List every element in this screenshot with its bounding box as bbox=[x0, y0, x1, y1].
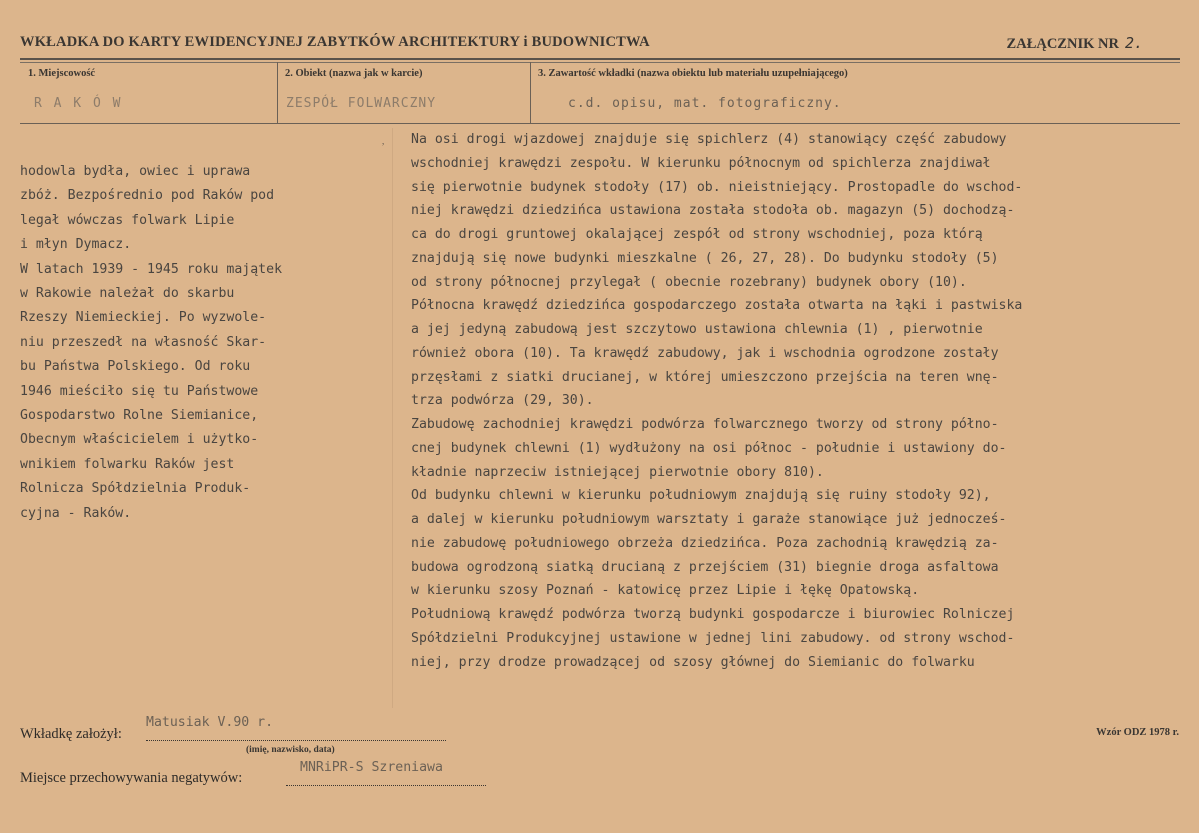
annex-number-value: 2. bbox=[1124, 34, 1143, 52]
text-line: bu Państwa Polskiego. Od roku bbox=[20, 359, 251, 375]
text-line: Obecnym właścicielem i użytko- bbox=[20, 432, 259, 448]
author-caption: (imię, nazwisko, data) bbox=[246, 745, 335, 755]
header-rule bbox=[20, 58, 1180, 60]
text-line: nie zabudowę południowego obrzeża dziedzińca. Poza zachodnią krawędzią za- bbox=[411, 535, 999, 551]
text-line: kładnie naprzeciw istniejącej pierwotnie obory 810). bbox=[411, 464, 824, 480]
storage-value: MNRiPR-S Szreniawa bbox=[300, 760, 443, 775]
field-value-content: c.d. opisu, mat. fotograficzny. bbox=[568, 96, 842, 111]
text-line: wnikiem folwarku Raków jest bbox=[20, 456, 235, 472]
author-label: Wkładkę założył: bbox=[20, 726, 122, 742]
fields-bottom-rule bbox=[20, 123, 1180, 124]
text-line: również obora (10). Ta krawędź zabudowy, jak i wschodnia ogrodzone zostały bbox=[411, 345, 999, 361]
text-line: w Rakowie należał do skarbu bbox=[20, 286, 235, 302]
text-line: Rolnicza Spółdzielnia Produk- bbox=[20, 481, 251, 497]
text-line: legał wówczas folwark Lipie bbox=[20, 212, 235, 228]
text-line: Rzeszy Niemieckiej. Po wyzwole- bbox=[20, 310, 267, 326]
text-line: a dalej w kierunku południowym warsztaty i garaże stanowiące już jednocześ- bbox=[411, 512, 1007, 527]
storage-dotted-line bbox=[286, 785, 486, 786]
text-line: Gospodarstwo Rolne Siemianice, bbox=[20, 408, 259, 424]
text-line: Południową krawędź podwórza tworzą budynki gospodarcze i biurowiec Rolniczej bbox=[411, 607, 1015, 622]
column-divider bbox=[392, 128, 393, 708]
text-line: ca do drogi gruntowej okalającej zespół od strony wschodniej, poza którą bbox=[411, 227, 983, 242]
author-value: Matusiak V.90 r. bbox=[146, 715, 274, 730]
author-dotted-line bbox=[146, 740, 446, 741]
text-line: zbóż. Bezpośrednio pod Raków pod bbox=[20, 188, 275, 204]
margin-mark: , bbox=[382, 136, 385, 146]
field-label-content: 3. Zawartość wkładki (nazwa obiektu lub materiału uzupełniającego) bbox=[538, 68, 848, 79]
text-line: cnej budynek chlewni (1) wydłużony na osi północ - południe i ustawiony do- bbox=[411, 440, 1007, 456]
text-line: Zabudowę zachodniej krawędzi podwórza folwarcznego tworzy od strony półno- bbox=[411, 417, 999, 432]
text-line: niej krawędzi dziedzińca ustawiona została stodoła ob. magazyn (5) dochodzą- bbox=[411, 203, 1015, 219]
field-divider bbox=[277, 62, 278, 123]
text-line: w kierunku szosy Poznań - katowicę przez Lipie i łękę Opatowską. bbox=[411, 583, 920, 599]
text-line: niu przeszedł na własność Skar- bbox=[20, 334, 267, 350]
text-line: Od budynku chlewni w kierunku południowym znajdują się ruiny stodoły 92), bbox=[411, 488, 991, 504]
field-value-object: ZESPÓŁ FOLWARCZNY bbox=[286, 96, 437, 111]
field-label-object: 2. Obiekt (nazwa jak w karcie) bbox=[285, 68, 423, 79]
text-line: od strony północnej przylegał ( obecnie rozebrany) budynek obory (10). bbox=[411, 274, 967, 290]
text-line: niej, przy drodze prowadzącej od szosy głównej do Siemianic do folwarku bbox=[411, 654, 975, 670]
text-line: trza podwórza (29, 30). bbox=[411, 393, 594, 409]
text-line: znajdują się nowe budynki mieszkalne ( 26, 27, 28). Do budynku stodoły (5) bbox=[411, 250, 999, 266]
field-divider bbox=[530, 62, 531, 123]
text-line: hodowla bydła, owiec i uprawa bbox=[20, 164, 251, 179]
text-line: Spółdzielni Produkcyjnej ustawione w jednej lini zabudowy. od strony wschod- bbox=[411, 630, 1015, 646]
field-value-locality: R A K Ó W bbox=[34, 96, 123, 111]
text-line: się pierwotnie budynek stodoły (17) ob. nieistniejący. Prostopadle do wschod- bbox=[411, 179, 1023, 195]
text-line: budowa ogrodzoną siatką drucianą z przejściem (31) biegnie droga asfaltowa bbox=[411, 559, 999, 575]
document-title: WKŁADKA DO KARTY EWIDENCYJNEJ ZABYTKÓW ARCHITEKTURY i BUDOWNICTWA bbox=[20, 34, 650, 50]
text-line: cyjna - Raków. bbox=[20, 505, 132, 521]
text-line: wschodniej krawędzi zespołu. W kierunku północnym od spichlerza znajdiwał bbox=[411, 155, 991, 171]
text-line: 1946 mieściło się tu Państwowe bbox=[20, 383, 259, 399]
form-code: Wzór ODZ 1978 r. bbox=[1096, 727, 1179, 738]
text-line: Na osi drogi wjazdowej znajduje się spichlerz (4) stanowiący część zabudowy bbox=[411, 132, 1007, 147]
field-label-locality: 1. Miejscowość bbox=[28, 68, 96, 79]
text-line: Północna krawędź dziedzińca gospodarczego została otwarta na łąki i pastwiska bbox=[411, 298, 1023, 314]
right-text-column bbox=[411, 128, 1186, 674]
text-line: W latach 1939 - 1945 roku majątek bbox=[20, 261, 283, 277]
text-line: i młyn Dymacz. bbox=[20, 237, 132, 253]
text-line: przęsłami z siatki drucianej, w której umieszczono przejścia na teren wnę- bbox=[411, 369, 999, 385]
annex-label: ZAŁĄCZNIK NR bbox=[1006, 36, 1119, 52]
annex-number bbox=[1007, 34, 1143, 53]
left-text-column bbox=[20, 160, 380, 526]
header-rule-thin bbox=[20, 62, 1180, 63]
text-line: a jej jedyną zabudową jest szczytowo ustawiona chlewnia (1) , pierwotnie bbox=[411, 322, 983, 337]
storage-label: Miejsce przechowywania negatywów: bbox=[20, 770, 243, 786]
